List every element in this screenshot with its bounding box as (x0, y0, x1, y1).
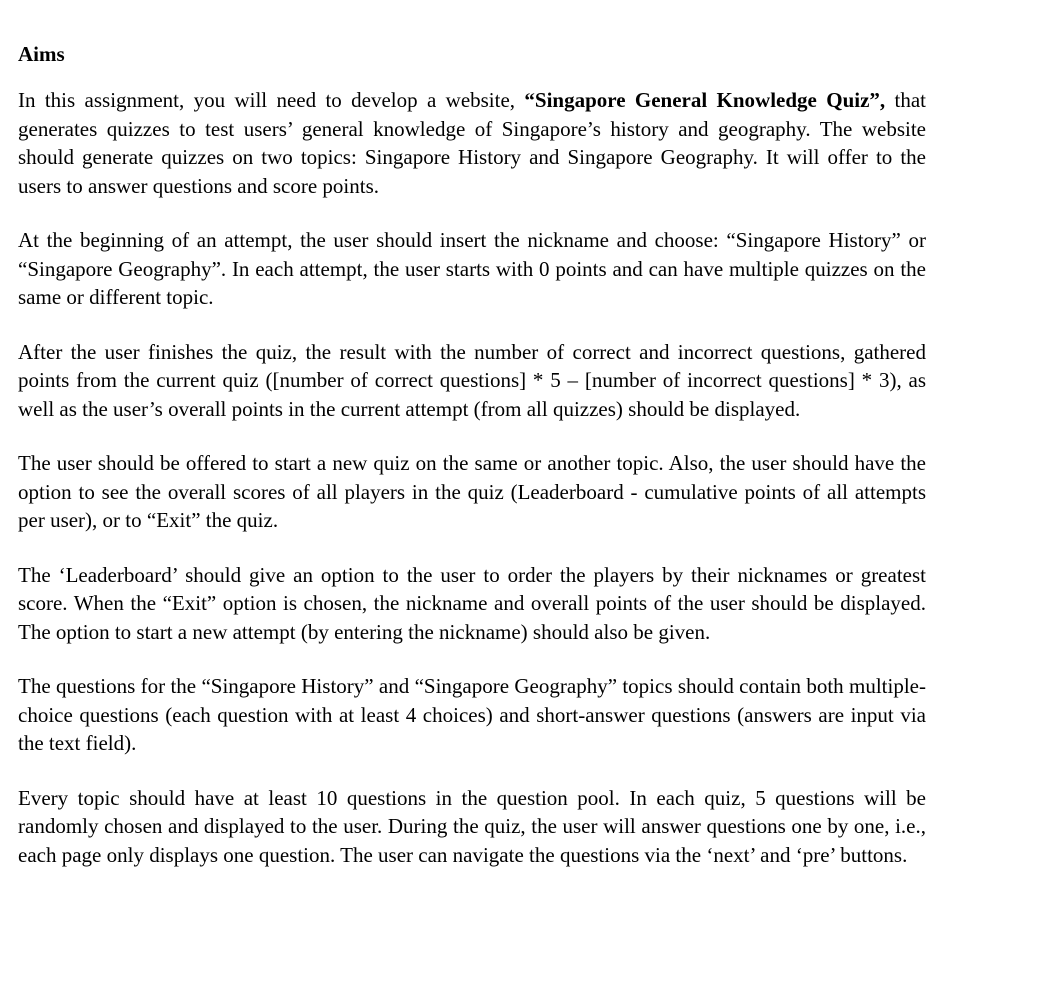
paragraph-text: that generates quizzes to test users’ general knowledge of Singapore’s history and geography. The website should generate quizzes on two topics: Singapore History and Singapore Geography. It will offer to the users to answer questions and score points. (18, 88, 926, 198)
paragraph-question-pool (18, 784, 926, 870)
paragraph-text: The ‘Leaderboard’ should give an option to the user to order the players by their nicknames or greatest score. When the “Exit” option is chosen, the nickname and overall points of the user should be displayed. The option to start a new attempt (by entering the nickname) should also be given. (18, 562, 926, 644)
section-heading: Aims (18, 42, 65, 66)
paragraph-new-quiz (18, 449, 926, 535)
paragraph-question-types (18, 672, 926, 758)
paragraph-text: Every topic should have at least 10 questions in the question pool. In each quiz, 5 questions will be randomly chosen and displayed to the user. During the quiz, the user will answer questions one by one, i.e., each page only displays one question. The user can navigate the questions via the ‘next’ and ‘pre’ buttons. (18, 785, 926, 867)
paragraph-text: The user should be offered to start a new quiz on the same or another topic. Also, the user should have the option to see the overall scores of all players in the quiz (Leaderboard - cumulative points of all attempts per user), or to “Exit” the quiz. (18, 451, 926, 532)
paragraph-leaderboard (18, 561, 926, 647)
paragraph-text: In this assignment, you will need to develop a website, (18, 88, 525, 112)
paragraph-intro (18, 86, 926, 200)
paragraph-attempt-start (18, 226, 926, 312)
paragraph-text: At the beginning of an attempt, the user should insert the nickname and choose: “Singapore History” or “Singapore Geography”. In each attempt, the user starts with 0 points and can have multiple quizzes on the same or different topic. (18, 228, 926, 309)
website-title-bold: “Singapore General Knowledge Quiz”, (524, 88, 886, 112)
paragraph-text: The questions for the “Singapore History” and “Singapore Geography” topics should contain both multiple-choice questions (each question with at least 4 choices) and short-answer questions (answers are input via the text field). (18, 674, 926, 755)
paragraph-text: After the user finishes the quiz, the result with the number of correct and incorrect questions, gathered points from the current quiz ([number of correct questions] * 5 – [number of incorrect questions] * 3), as well as the user’s overall points in the current attempt (from all quizzes) should be displayed. (18, 339, 926, 421)
document-page (18, 40, 926, 869)
paragraph-quiz-result (18, 338, 926, 424)
